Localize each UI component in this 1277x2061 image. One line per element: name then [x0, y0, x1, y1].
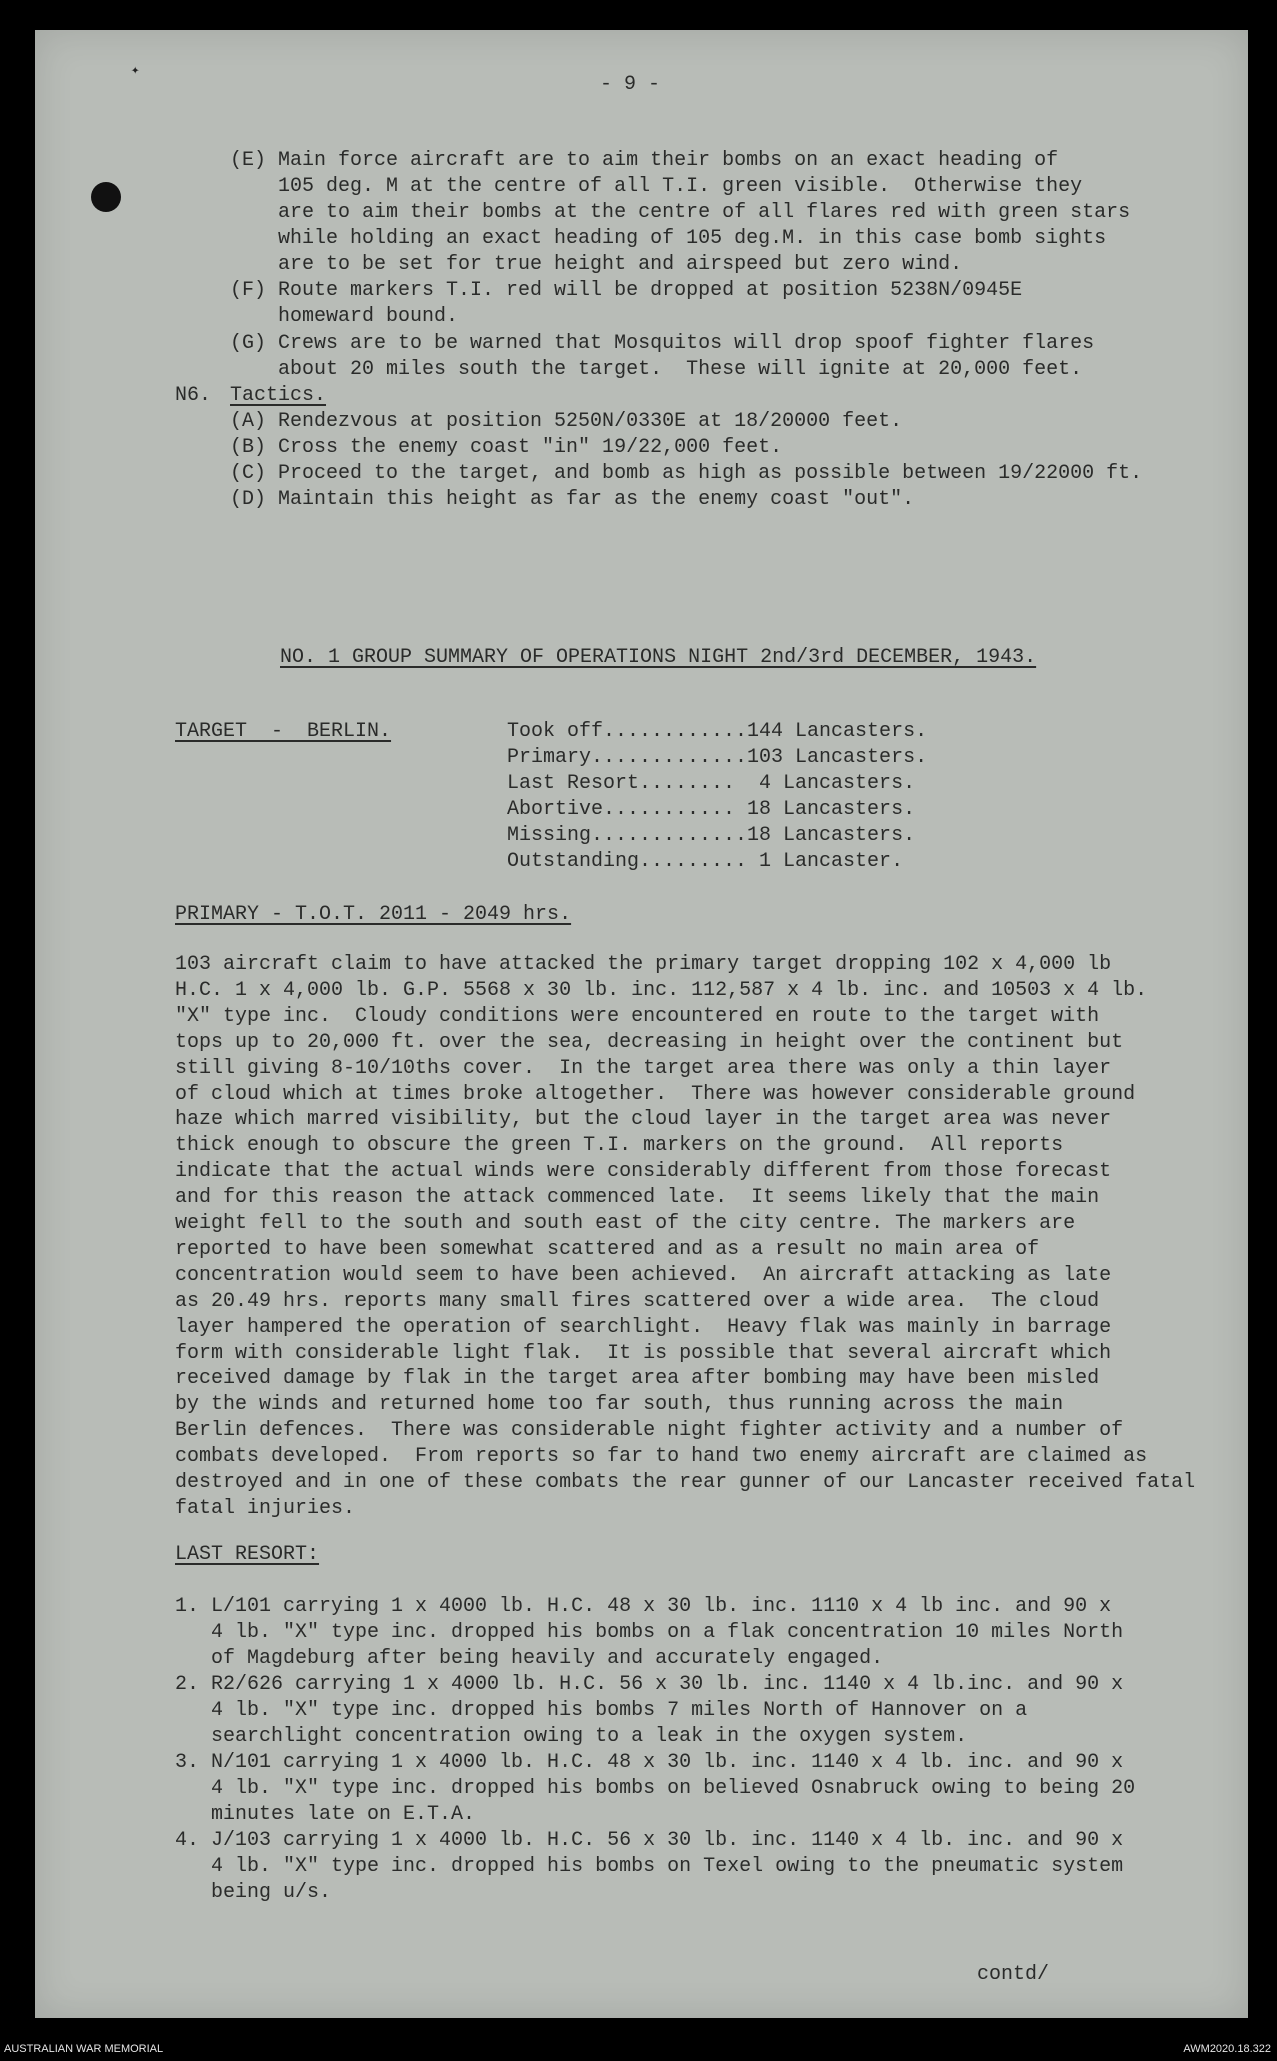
primary-report-line: Berlin defences. There was considerable night fighter activity and a number of	[175, 1419, 1124, 1443]
last-resort-line: 4. J/103 carrying 1 x 4000 lb. H.C. 56 x 30 lb. inc. 1140 x 4 lb. inc. and 90 x	[175, 1829, 1124, 1852]
footer-institution: AUSTRALIAN WAR MEMORIAL	[4, 2043, 164, 2055]
section-e-line: 105 deg. M at the centre of all T.I. green visible. Otherwise they	[230, 175, 1083, 198]
primary-report-line: weight fell to the south and south east of the city centre. The markers are	[175, 1212, 1076, 1235]
primary-report-line: tops up to 20,000 ft. over the sea, decreasing in height over the continent but	[175, 1030, 1124, 1054]
tactics-line: (D) Maintain this height as far as the enemy coast "out".	[230, 488, 915, 511]
target-label: TARGET - BERLIN.	[175, 720, 392, 743]
last-resort-heading: LAST RESORT:	[175, 1543, 320, 1566]
primary-report-line: combats developed. From reports so far to hand two enemy aircraft are claimed as	[175, 1445, 1148, 1469]
primary-report-line: by the winds and returned home too far south, thus running across the main	[175, 1393, 1064, 1417]
primary-report-line: received damage by flak in the target area after bombing may have been misled	[175, 1367, 1100, 1391]
n6-number: N6.	[175, 384, 212, 407]
section-g-line: (G) Crews are to be warned that Mosquitos will drop spoof fighter flares	[230, 332, 1095, 355]
n6-title: Tactics.	[230, 384, 327, 407]
primary-report-line: as 20.49 hrs. reports many small fires scattered over a wide area. The cloud	[175, 1289, 1100, 1313]
section-e-line: are to be set for true height and airspeed but zero wind.	[230, 253, 963, 276]
primary-report-line: concentration would seem to have been achieved. An aircraft attacking as late	[175, 1263, 1112, 1287]
last-resort-line: 2. R2/626 carrying 1 x 4000 lb. H.C. 56 x 30 lb. inc. 1140 x 4 lb.inc. and 90 x	[175, 1673, 1124, 1696]
primary-report-line: H.C. 1 x 4,000 lb. G.P. 5568 x 30 lb. inc. 112,587 x 4 lb. inc. and 10503 x 4 lb.	[175, 978, 1148, 1002]
last-resort-line: of Magdeburg after being heavily and accurately engaged.	[175, 1647, 884, 1670]
footer-accession: AWM2020.18.322	[1183, 2043, 1271, 2055]
document-page	[35, 30, 1248, 2018]
page-number: - 9 -	[600, 73, 661, 96]
section-g-line: about 20 miles south the target. These will ignite at 20,000 feet.	[230, 358, 1083, 381]
primary-report-line: "X" type inc. Cloudy conditions were encountered en route to the target with	[175, 1004, 1100, 1028]
last-resort-line: minutes late on E.T.A.	[175, 1803, 476, 1826]
primary-report-line: thick enough to obscure the green T.I. markers on the ground. All reports	[175, 1134, 1064, 1158]
margin-mark-icon: ✦	[131, 63, 140, 79]
stats-line: Primary.............103 Lancasters.	[507, 746, 928, 769]
last-resort-line: 4 lb. "X" type inc. dropped his bombs 7 miles North of Hannover on a	[175, 1699, 1028, 1722]
stats-line: Missing.............18 Lancasters.	[507, 824, 916, 847]
punch-hole	[91, 182, 121, 212]
stats-line: Abortive........... 18 Lancasters.	[507, 798, 916, 821]
primary-report-line: reported to have been somewhat scattered and as a result no main area of	[175, 1237, 1040, 1261]
summary-title: NO. 1 GROUP SUMMARY OF OPERATIONS NIGHT 2nd/3rd DECEMBER, 1943.	[280, 646, 1037, 669]
primary-report-line: 103 aircraft claim to have attacked the primary target dropping 102 x 4,000 lb	[175, 953, 1112, 976]
last-resort-line: 4 lb. "X" type inc. dropped his bombs on Texel owing to the pneumatic system	[175, 1855, 1124, 1878]
primary-report-line: layer hampered the operation of searchlight. Heavy flak was mainly in barrage	[175, 1315, 1112, 1339]
section-e-line: while holding an exact heading of 105 deg.M. in this case bomb sights	[230, 227, 1107, 250]
last-resort-line: 4 lb. "X" type inc. dropped his bombs on a flak concentration 10 miles North	[175, 1621, 1124, 1644]
contd-note: contd/	[977, 1963, 1050, 1986]
last-resort-line: 3. N/101 carrying 1 x 4000 lb. H.C. 48 x 30 lb. inc. 1140 x 4 lb. inc. and 90 x	[175, 1751, 1124, 1774]
stats-line: Outstanding......... 1 Lancaster.	[507, 850, 904, 873]
primary-report-line: and for this reason the attack commenced late. It seems likely that the main	[175, 1186, 1100, 1210]
stats-line: Last Resort........ 4 Lancasters.	[507, 772, 916, 795]
tactics-line: (B) Cross the enemy coast "in" 19/22,000 feet.	[230, 436, 783, 459]
primary-report-line: of cloud which at times broke altogether. There was however considerable ground	[175, 1082, 1136, 1106]
primary-report-line: indicate that the actual winds were considerably different from those forecast	[175, 1160, 1112, 1184]
stats-line: Took off............144 Lancasters.	[507, 720, 928, 743]
primary-report-line: destroyed and in one of these combats the rear gunner of our Lancaster received fatal	[175, 1471, 1196, 1494]
last-resort-line: being u/s.	[175, 1881, 332, 1904]
primary-heading: PRIMARY - T.O.T. 2011 - 2049 hrs.	[175, 903, 572, 926]
section-f-line: (F) Route markers T.I. red will be dropped at position 5238N/0945E	[230, 279, 1023, 302]
primary-report-line: form with considerable light flak. It is possible that several aircraft which	[175, 1341, 1112, 1365]
section-f-line: homeward bound.	[230, 305, 459, 328]
section-e-line: are to aim their bombs at the centre of all flares red with green stars	[230, 201, 1131, 224]
last-resort-line: 4 lb. "X" type inc. dropped his bombs on believed Osnabruck owing to being 20	[175, 1777, 1136, 1800]
last-resort-line: searchlight concentration owing to a leak in the oxygen system.	[175, 1725, 968, 1748]
tactics-line: (A) Rendezvous at position 5250N/0330E at 18/20000 feet.	[230, 410, 903, 433]
primary-report-line: fatal injuries.	[175, 1496, 356, 1520]
tactics-line: (C) Proceed to the target, and bomb as high as possible between 19/22000 ft.	[230, 462, 1143, 485]
primary-report-line: haze which marred visibility, but the cloud layer in the target area was never	[175, 1108, 1112, 1132]
last-resort-line: 1. L/101 carrying 1 x 4000 lb. H.C. 48 x 30 lb. inc. 1110 x 4 lb inc. and 90 x	[175, 1595, 1112, 1618]
section-e-line: (E) Main force aircraft are to aim their bombs on an exact heading of	[230, 149, 1059, 172]
primary-report-line: still giving 8-10/10ths cover. In the target area there was only a thin layer	[175, 1056, 1112, 1080]
